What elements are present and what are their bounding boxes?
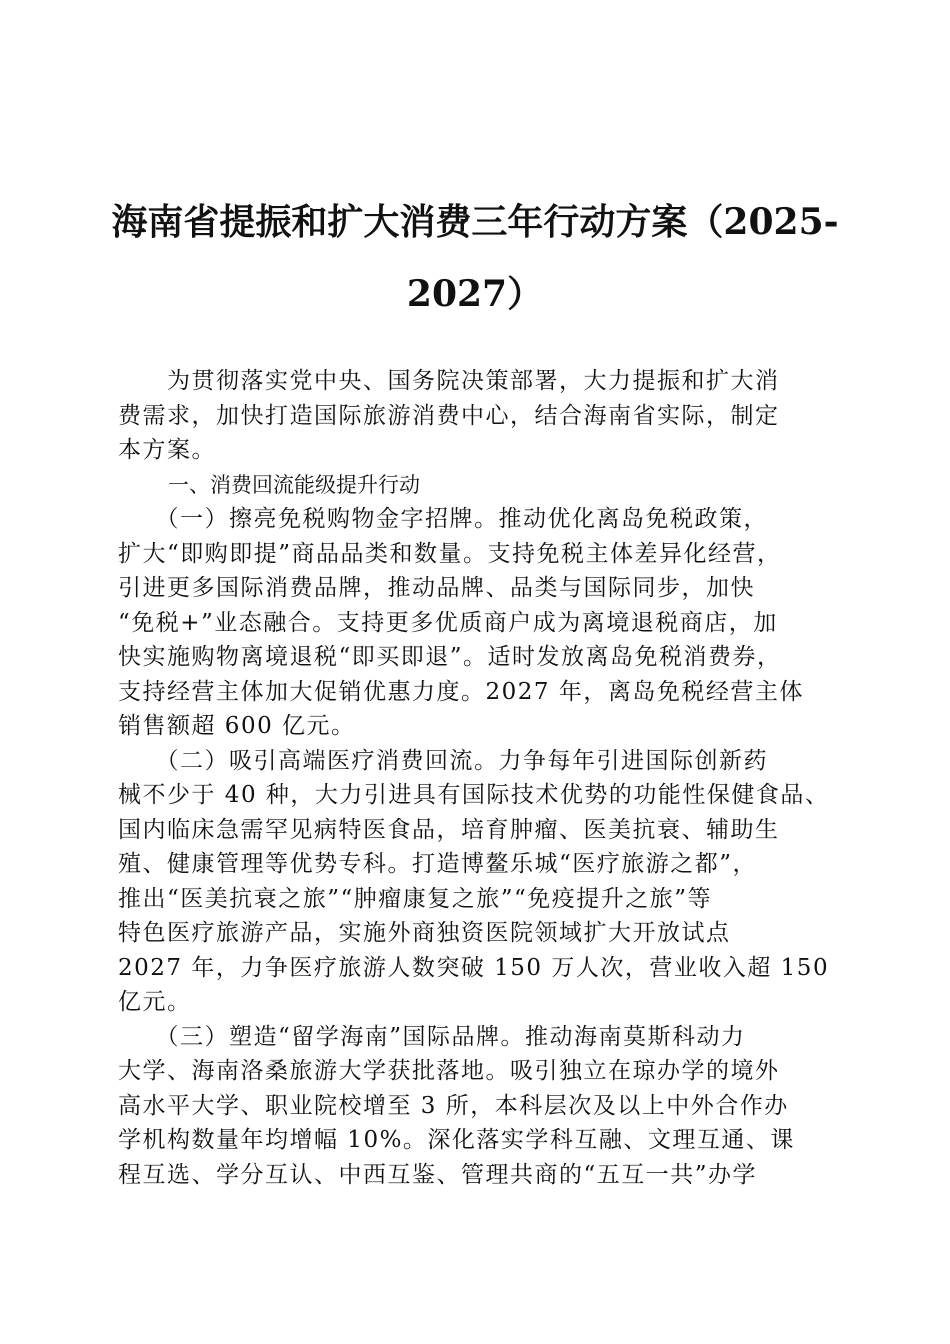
intro-line: 本方案。	[118, 437, 216, 463]
intro-line: 为贯彻落实党中央、国务院决策部署，大力提振和扩大消	[118, 368, 780, 394]
item-2-line: 推出“医美抗衰之旅”“肿瘤康复之旅”“免疫提升之旅”等	[118, 885, 713, 912]
item-2-line: （二）吸引高端医疗消费回流。力争每年引进国际创新药	[118, 747, 768, 774]
item-1-line: 扩大“即购即提”商品品类和数量。支持免税主体差异化经营，	[118, 540, 782, 567]
item-1-line: 引进更多国际消费品牌，推动品牌、品类与国际同步，加快	[118, 575, 755, 601]
item-2-line: 械不少于 40 种，大力引进具有国际技术优势的功能性保健食品、	[118, 782, 830, 808]
item-3-line: （三）塑造“留学海南”国际品牌。推动海南莫斯科动力	[118, 1023, 746, 1050]
section-1-heading: 一、消费回流能级提升行动	[168, 472, 420, 497]
item-1-line: （一）擦亮免税购物金字招牌。推动优化离岛免税政策，	[118, 506, 768, 532]
item-3-paragraph	[118, 1020, 834, 1193]
title-line-1: 海南省提振和扩大消费三年行动方案（2025-	[111, 201, 839, 243]
item-1-paragraph	[118, 502, 834, 744]
item-2-line: 2027 年，力争医疗旅游人数突破 150 万人次，营业收入超 150	[118, 954, 830, 981]
item-2-paragraph	[118, 744, 834, 1020]
item-2-line: 特色医疗旅游产品，实施外商独资医院领域扩大开放试点	[118, 920, 731, 946]
item-3-line: 学机构数量年均增幅 10%。深化落实学科互融、文理互通、课	[118, 1127, 795, 1153]
item-2-line: 亿元。	[118, 989, 192, 1015]
document-title	[100, 186, 850, 330]
item-3-line: 高水平大学、职业院校增至 3 所，本科层次及以上中外合作办	[118, 1092, 789, 1119]
item-1-line: 快实施购物离境退税“即买即退”。适时发放离岛免税消费券，	[118, 644, 782, 670]
intro-paragraph	[118, 364, 834, 468]
item-2-line: 国内临床急需罕见病特医食品，培育肿瘤、医美抗衰、辅助生	[118, 816, 780, 843]
item-3-line: 大学、海南洛桑旅游大学获批落地。吸引独立在琼办学的境外	[118, 1058, 780, 1084]
item-3-line: 程互选、学分互认、中西互鉴、管理共商的“五互一共”办学	[118, 1161, 758, 1188]
title-line-2: 2027）	[406, 273, 544, 315]
item-1-line: 销售额超 600 亿元。	[118, 713, 356, 739]
intro-line: 费需求，加快打造国际旅游消费中心，结合海南省实际，制定	[118, 402, 780, 429]
item-1-line: “免税+”业态融合。支持更多优质商户成为离境退税商店，加	[118, 609, 778, 636]
item-2-line: 殖、健康管理等优势专科。打造博鳌乐城“医疗旅游之都”，	[118, 851, 758, 877]
document-body	[118, 364, 834, 1192]
item-1-line: 支持经营主体加大促销优惠力度。2027 年，离岛免税经营主体	[118, 678, 804, 705]
